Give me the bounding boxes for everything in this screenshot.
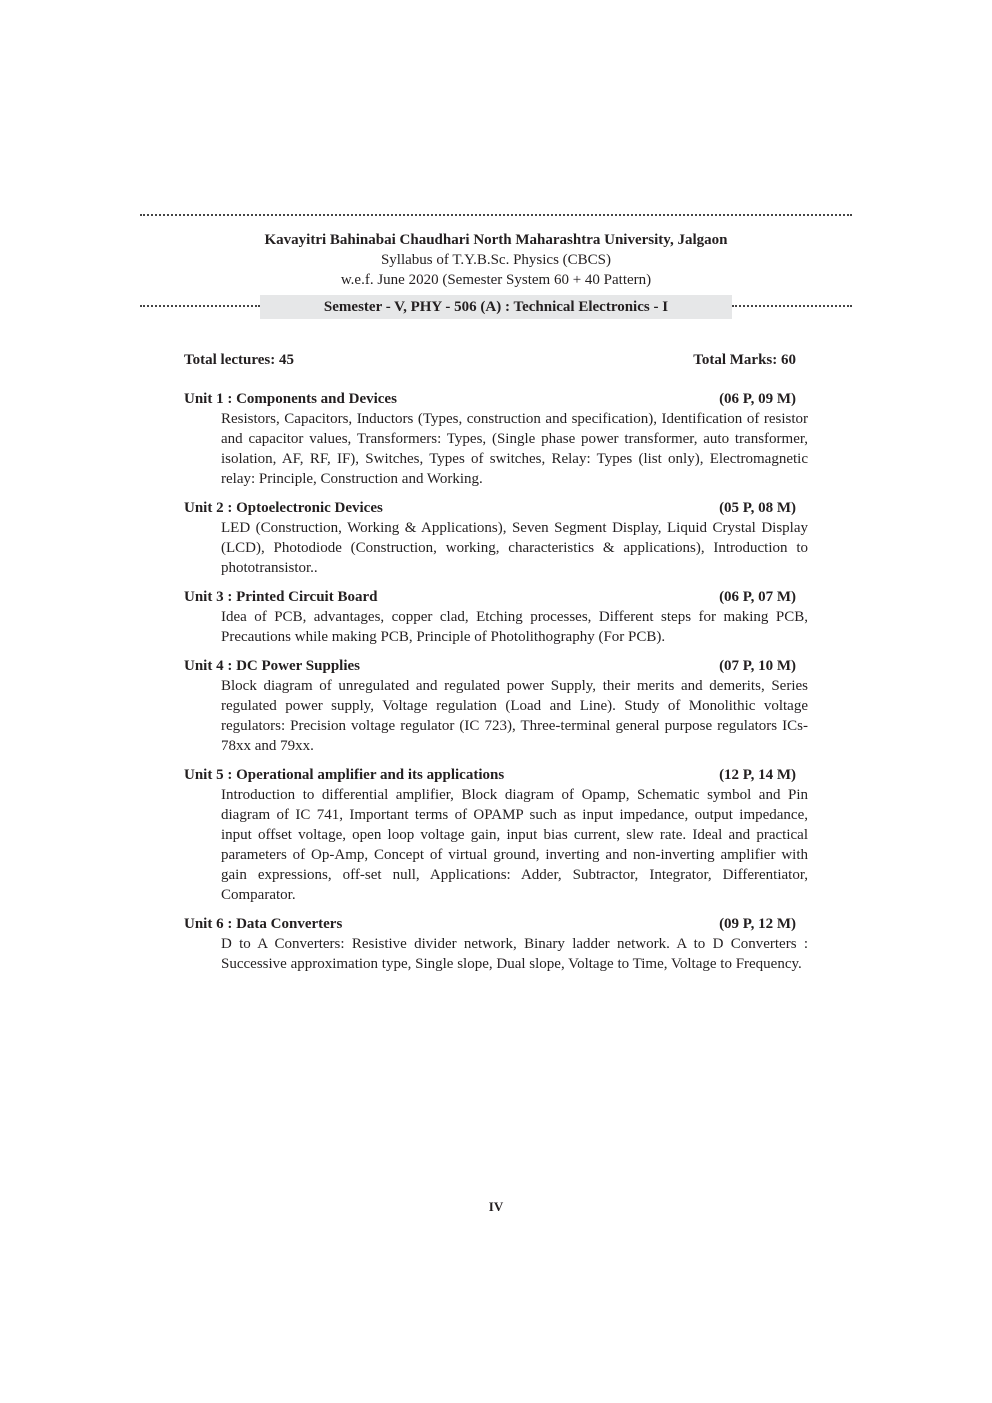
unit-title: Unit 5 : Operational amplifier and its applications (184, 767, 505, 783)
unit-1 (184, 389, 808, 489)
unit-heading (184, 656, 808, 676)
semester-rule-right (732, 305, 852, 307)
unit-marks: (06 P, 07 M) (719, 589, 796, 605)
unit-list (184, 389, 808, 983)
unit-marks: (05 P, 08 M) (719, 500, 796, 516)
unit-heading (184, 389, 808, 409)
unit-marks: (07 P, 10 M) (719, 658, 796, 674)
unit-3 (184, 587, 808, 647)
university-name: Kavayitri Bahinabai Chaudhari North Maharashtra University, Jalgaon (264, 232, 728, 248)
unit-content: Block diagram of unregulated and regulated power Supply, their merits and demerits, Series regulated power supply, Voltage regulation (Load and Line). Study of Monolithic voltage regulators: Precision voltage regulator (IC 723), Three-terminal general purpose regulators ICs- 78xx and 79xx. (221, 678, 808, 754)
unit-heading (184, 765, 808, 785)
unit-6 (184, 914, 808, 974)
unit-heading (184, 914, 808, 934)
unit-title: Unit 3 : Printed Circuit Board (184, 589, 378, 605)
unit-marks: (12 P, 14 M) (719, 767, 796, 783)
unit-content: D to A Converters: Resistive divider network, Binary ladder network. A to D Converters : Successive approximation type, Single slope, Dual slope, Voltage to Time, Voltage to Frequency. (221, 936, 808, 972)
unit-content: LED (Construction, Working & Applications), Seven Segment Display, Liquid Crystal Display (LCD), Photodiode (Construction, working, characteristics & applications), Introduction to phototransistor.. (221, 520, 808, 576)
unit-content: Introduction to differential amplifier, Block diagram of Opamp, Schematic symbol and Pin diagram of IC 741, Important terms of OPAMP such as input impedance, output impedance, input offset voltage, open loop voltage gain, input bias current, slew rate. Ideal and practical parameters of Op-Amp, Concept of virtual ground, inverting and non-inverting amplifier with gain expressions, off-set null, Applications: Adder, Subtractor, Integrator, Differentiator, Comparator. (221, 787, 808, 903)
total-lectures: Total lectures: 45 (184, 352, 294, 368)
unit-heading (184, 587, 808, 607)
unit-content: Idea of PCB, advantages, copper clad, Etching processes, Different steps for making PCB, Precautions while making PCB, Principle of Photolithography (For PCB). (221, 609, 808, 645)
unit-2 (184, 498, 808, 578)
total-marks: Total Marks: 60 (693, 352, 796, 368)
syllabus-title: Syllabus of T.Y.B.Sc. Physics (CBCS) (380, 252, 612, 268)
unit-heading (184, 498, 808, 518)
page-number: IV (488, 1199, 504, 1214)
unit-5 (184, 765, 808, 905)
unit-4 (184, 656, 808, 756)
unit-title: Unit 4 : DC Power Supplies (184, 658, 360, 674)
semester-rule-left (140, 305, 260, 307)
top-dotted-rule (140, 214, 852, 216)
semester-title: Semester - V, PHY - 506 (A) : Technical Electronics - I (260, 295, 732, 319)
unit-title: Unit 6 : Data Converters (184, 916, 343, 932)
unit-marks: (09 P, 12 M) (719, 916, 796, 932)
unit-title: Unit 2 : Optoelectronic Devices (184, 500, 383, 516)
effective-date: w.e.f. June 2020 (Semester System 60 + 40 Pattern) (340, 272, 652, 288)
unit-content: Resistors, Capacitors, Inductors (Types, construction and specification), Identification of resistor and capacitor values, Transformers: Types, (Single phase power transformer, auto transformer, isolation, AF, RF, IF), Switches, Types of switches, Relay: Types (list only), Electromagnetic relay: Principle, Construction and Working. (221, 411, 808, 487)
unit-marks: (06 P, 09 M) (719, 391, 796, 407)
unit-title: Unit 1 : Components and Devices (184, 391, 397, 407)
